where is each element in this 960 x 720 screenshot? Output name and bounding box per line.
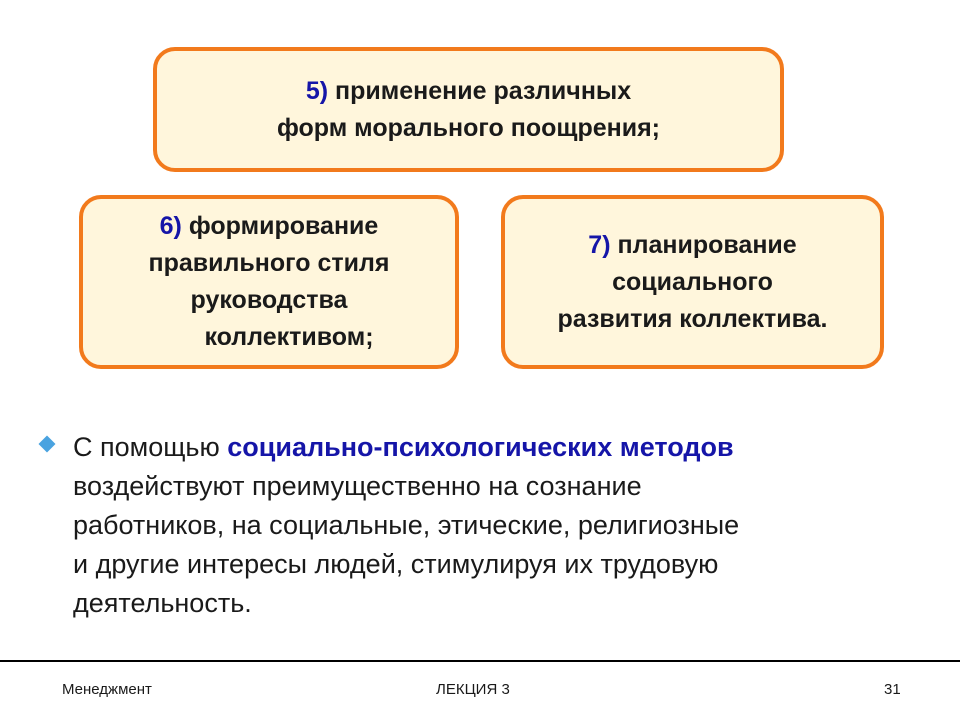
box6-line2: правильного стиля	[148, 249, 390, 277]
method-box-5	[153, 47, 784, 172]
box7-number: 7)	[588, 230, 611, 259]
box5-text1: применение различных	[335, 76, 632, 105]
bullet-line2: воздействуют преимущественно на сознание	[73, 471, 642, 501]
box7-line3: развития коллектива.	[557, 304, 828, 333]
box6-line3: руководства	[190, 286, 348, 314]
footer-page-number: 31	[884, 681, 901, 698]
bullet-lead: С помощью	[73, 432, 220, 462]
box5-line2: форм морального поощрения;	[276, 113, 661, 142]
bullet-line1	[73, 428, 938, 467]
bullet-paragraph	[38, 428, 938, 623]
box6-text1: формирование	[188, 212, 379, 240]
method-box-6	[79, 195, 459, 369]
bullet-line3: работников, на социальные, этические, религиозные	[73, 510, 740, 540]
box5-line1	[306, 73, 631, 110]
footer-lecture: ЛЕКЦИЯ 3	[436, 681, 510, 698]
footer-divider	[0, 660, 960, 662]
box7-line1	[588, 227, 796, 264]
bullet-text	[73, 428, 938, 623]
box7-line2: социального	[612, 267, 773, 296]
bullet-line5: деятельность.	[73, 588, 252, 618]
bullet-highlight: социально-психологических методов	[227, 432, 734, 462]
box6-line1	[160, 208, 379, 245]
diamond-bullet-icon	[39, 436, 56, 453]
box6-line4: коллективом;	[204, 323, 374, 351]
box5-number: 5)	[305, 76, 329, 105]
box7-text1: планирование	[617, 230, 797, 259]
bullet-line4: и другие интересы людей, стимулируя их трудовую	[73, 549, 719, 579]
footer-course: Менеджмент	[62, 681, 152, 698]
method-box-7	[501, 195, 884, 369]
box6-number: 6)	[159, 212, 182, 240]
